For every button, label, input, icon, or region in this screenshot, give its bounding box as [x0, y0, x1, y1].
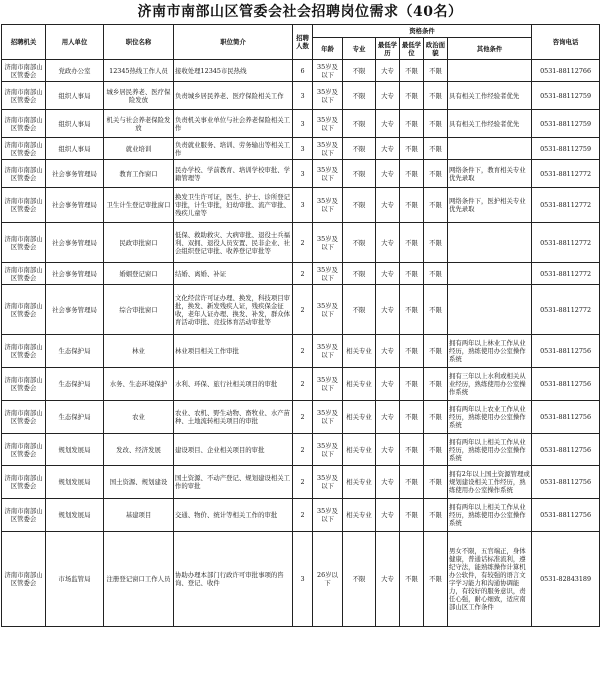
cell-politics: 不限: [424, 223, 448, 263]
cell-politics: 不限: [424, 401, 448, 434]
cell-other: 拥有2年以上国土资源管理或规划建设相关工作经历，熟练使用办公室操作系统: [448, 466, 532, 499]
cell-other: [448, 223, 532, 263]
cell-count: 2: [293, 263, 313, 285]
cell-description: 国土资源、不动产登记、规划建设相关工作的审批: [174, 466, 293, 499]
cell-major: 不限: [343, 188, 376, 223]
cell-description: 协助办理本部门行政许可审批事项的咨询、登记、收件: [174, 532, 293, 627]
cell-position: 12345热线工作人员: [104, 60, 174, 82]
cell-count: 3: [293, 110, 313, 138]
cell-major: 不限: [343, 60, 376, 82]
cell-age: 35岁及以下: [313, 110, 343, 138]
cell-other: 拥有三年以上水利或相关从业经历，熟练使用办公室操作系统: [448, 368, 532, 401]
cell-position: 发改、经济发展: [104, 434, 174, 466]
cell-age: 35岁及以下: [313, 285, 343, 335]
cell-unit: 组织人事局: [46, 138, 104, 160]
cell-major: 相关专业: [343, 368, 376, 401]
cell-other: [448, 263, 532, 285]
cell-education: 大专: [376, 434, 400, 466]
cell-position: 水务、生态环境保护: [104, 368, 174, 401]
cell-count: 3: [293, 138, 313, 160]
cell-politics: 不限: [424, 263, 448, 285]
cell-agency: 济南市南部山区管委会: [2, 532, 46, 627]
cell-degree: 不限: [400, 263, 424, 285]
cell-education: 大专: [376, 499, 400, 532]
cell-unit: 生态保护局: [46, 368, 104, 401]
cell-unit: 生态保护局: [46, 401, 104, 434]
cell-phone: 0531-88112766: [532, 60, 600, 82]
cell-politics: 不限: [424, 368, 448, 401]
cell-age: 35岁及以下: [313, 160, 343, 188]
cell-unit: 社会事务管理局: [46, 188, 104, 223]
cell-other: 拥有两年以上林业工作从业经历，熟练使用办公室操作系统: [448, 335, 532, 368]
cell-other: 拥有两年以上相关工作从业经历，熟练使用办公室操作系统: [448, 499, 532, 532]
cell-education: 大专: [376, 368, 400, 401]
cell-education: 大专: [376, 223, 400, 263]
cell-phone: 0531-88112756: [532, 335, 600, 368]
cell-age: 35岁及以下: [313, 499, 343, 532]
cell-agency: 济南市南部山区管委会: [2, 82, 46, 110]
header-other: 其他条件: [448, 38, 532, 60]
cell-education: 大专: [376, 401, 400, 434]
cell-education: 大专: [376, 263, 400, 285]
cell-education: 大专: [376, 188, 400, 223]
cell-phone: 0531-88112772: [532, 188, 600, 223]
cell-count: 2: [293, 223, 313, 263]
cell-politics: 不限: [424, 532, 448, 627]
cell-education: 大专: [376, 335, 400, 368]
cell-unit: 市场监管局: [46, 532, 104, 627]
header-agency: 招聘机关: [2, 25, 46, 60]
cell-phone: 0531-88112756: [532, 499, 600, 532]
cell-degree: 不限: [400, 82, 424, 110]
header-major: 专业: [343, 38, 376, 60]
cell-unit: 组织人事局: [46, 110, 104, 138]
cell-count: 6: [293, 60, 313, 82]
cell-other: [448, 138, 532, 160]
cell-age: 35岁及以下: [313, 401, 343, 434]
cell-degree: 不限: [400, 434, 424, 466]
header-education: 最低学历: [376, 38, 400, 60]
cell-age: 35岁及以下: [313, 188, 343, 223]
table-row: [2, 532, 600, 627]
cell-description: 交通、物价、统计等相关工作的审批: [174, 499, 293, 532]
cell-major: 不限: [343, 160, 376, 188]
cell-agency: 济南市南部山区管委会: [2, 223, 46, 263]
cell-phone: 0531-88112759: [532, 82, 600, 110]
cell-degree: 不限: [400, 466, 424, 499]
cell-agency: 济南市南部山区管委会: [2, 138, 46, 160]
table-row: [2, 263, 600, 285]
table-row: [2, 335, 600, 368]
table-row: [2, 466, 600, 499]
cell-degree: 不限: [400, 223, 424, 263]
header-phone: 咨询电话: [532, 25, 600, 60]
cell-major: 不限: [343, 110, 376, 138]
cell-degree: 不限: [400, 401, 424, 434]
cell-count: 3: [293, 82, 313, 110]
cell-degree: 不限: [400, 532, 424, 627]
table-row: [2, 82, 600, 110]
cell-age: 35岁及以下: [313, 82, 343, 110]
cell-description: 农业、农机、野生动物、畜牧业、水产苗种、土地流转相关项目的审批: [174, 401, 293, 434]
cell-age: 35岁及以下: [313, 223, 343, 263]
cell-count: 2: [293, 285, 313, 335]
cell-position: 机关与社会养老保险发放: [104, 110, 174, 138]
cell-position: 注册登记窗口工作人员: [104, 532, 174, 627]
cell-position: 城乡居民养老、医疗保险发放: [104, 82, 174, 110]
cell-position: 国土资源、规划建设: [104, 466, 174, 499]
cell-degree: 不限: [400, 110, 424, 138]
cell-major: 相关专业: [343, 335, 376, 368]
header-position: 职位名称: [104, 25, 174, 60]
cell-description: 水利、环保、旅行社相关项目的审批: [174, 368, 293, 401]
cell-education: 大专: [376, 110, 400, 138]
cell-phone: 0531-88112756: [532, 401, 600, 434]
cell-major: 不限: [343, 138, 376, 160]
table-row: [2, 188, 600, 223]
cell-count: 2: [293, 401, 313, 434]
cell-unit: 规划发展局: [46, 466, 104, 499]
cell-agency: 济南市南部山区管委会: [2, 160, 46, 188]
cell-age: 26岁以下: [313, 532, 343, 627]
table-row: [2, 401, 600, 434]
cell-unit: 社会事务管理局: [46, 263, 104, 285]
cell-other: 拥有两年以上农业工作从业经历，熟练使用办公室操作系统: [448, 401, 532, 434]
cell-phone: 0531-88112772: [532, 160, 600, 188]
cell-phone: 0531-82843189: [532, 532, 600, 627]
cell-agency: 济南市南部山区管委会: [2, 499, 46, 532]
cell-education: 大专: [376, 285, 400, 335]
cell-count: 2: [293, 434, 313, 466]
cell-other: 网络条件下，教育相关专业优先录取: [448, 160, 532, 188]
cell-agency: 济南市南部山区管委会: [2, 263, 46, 285]
cell-description: 结婚、离婚、补证: [174, 263, 293, 285]
cell-other: [448, 285, 532, 335]
cell-description: 换发卫生许可证，医生、护士、诊所登记审批，计生审批，妇幼审批、流产审批、残疾儿童等: [174, 188, 293, 223]
recruitment-table: [1, 24, 600, 627]
header-age: 年龄: [313, 38, 343, 60]
cell-major: 不限: [343, 223, 376, 263]
cell-phone: 0531-88112772: [532, 285, 600, 335]
cell-politics: 不限: [424, 160, 448, 188]
cell-phone: 0531-88112759: [532, 110, 600, 138]
cell-position: 农业: [104, 401, 174, 434]
header-degree: 最低学位: [400, 38, 424, 60]
cell-agency: 济南市南部山区管委会: [2, 434, 46, 466]
cell-major: 相关专业: [343, 434, 376, 466]
cell-position: 婚姻登记窗口: [104, 263, 174, 285]
cell-description: 接收处理12345市民热线: [174, 60, 293, 82]
cell-degree: 不限: [400, 499, 424, 532]
cell-phone: 0531-88112772: [532, 263, 600, 285]
cell-politics: 不限: [424, 285, 448, 335]
cell-other: [448, 60, 532, 82]
table-row: [2, 285, 600, 335]
cell-age: 35岁及以下: [313, 263, 343, 285]
cell-agency: 济南市南部山区管委会: [2, 466, 46, 499]
cell-description: 民办学校、学前教育、培训学校审批、学籍管理等: [174, 160, 293, 188]
cell-degree: 不限: [400, 368, 424, 401]
header-description: 职位简介: [174, 25, 293, 60]
cell-agency: 济南市南部山区管委会: [2, 368, 46, 401]
cell-education: 大专: [376, 82, 400, 110]
cell-count: 3: [293, 188, 313, 223]
cell-politics: 不限: [424, 60, 448, 82]
cell-count: 3: [293, 532, 313, 627]
cell-education: 大专: [376, 466, 400, 499]
cell-count: 2: [293, 335, 313, 368]
cell-politics: 不限: [424, 138, 448, 160]
cell-degree: 不限: [400, 335, 424, 368]
cell-education: 大专: [376, 160, 400, 188]
cell-education: 大专: [376, 60, 400, 82]
cell-agency: 济南市南部山区管委会: [2, 188, 46, 223]
cell-position: 综合审批窗口: [104, 285, 174, 335]
cell-description: 负责城乡居民养老、医疗保险相关工作: [174, 82, 293, 110]
cell-degree: 不限: [400, 285, 424, 335]
table-row: [2, 138, 600, 160]
cell-count: 2: [293, 466, 313, 499]
cell-unit: 社会事务管理局: [46, 285, 104, 335]
cell-unit: 社会事务管理局: [46, 223, 104, 263]
cell-unit: 党政办公室: [46, 60, 104, 82]
cell-phone: 0531-88112756: [532, 466, 600, 499]
cell-position: 民政审批窗口: [104, 223, 174, 263]
table-row: [2, 160, 600, 188]
cell-other: 拥有两年以上相关工作从业经历，熟练使用办公室操作系统: [448, 434, 532, 466]
cell-age: 35岁及以下: [313, 434, 343, 466]
cell-age: 35岁及以下: [313, 335, 343, 368]
table-row: [2, 110, 600, 138]
cell-description: 负责机关事业单位与社会养老保险相关工作: [174, 110, 293, 138]
cell-other: 具有相关工作经验者优先: [448, 82, 532, 110]
cell-description: 负责就业服务、培训、劳务输出等相关工作: [174, 138, 293, 160]
table-row: [2, 499, 600, 532]
cell-description: 林业项目相关工作审批: [174, 335, 293, 368]
table-body: [2, 60, 600, 627]
cell-count: 3: [293, 160, 313, 188]
cell-major: 相关专业: [343, 499, 376, 532]
table-row: [2, 223, 600, 263]
cell-unit: 规划发展局: [46, 434, 104, 466]
cell-politics: 不限: [424, 499, 448, 532]
cell-politics: 不限: [424, 110, 448, 138]
cell-major: 不限: [343, 263, 376, 285]
cell-major: 相关专业: [343, 401, 376, 434]
cell-description: 建设项目、企业相关项目的审批: [174, 434, 293, 466]
header-count: 招聘人数: [293, 25, 313, 60]
cell-other: 网络条件下，医护相关专业优先录取: [448, 188, 532, 223]
cell-politics: 不限: [424, 434, 448, 466]
cell-major: 不限: [343, 532, 376, 627]
cell-unit: 规划发展局: [46, 499, 104, 532]
cell-phone: 0531-88112756: [532, 368, 600, 401]
cell-agency: 济南市南部山区管委会: [2, 285, 46, 335]
table-row: [2, 60, 600, 82]
cell-description: 文化经营许可证办理、换发，科技项目审批，换发、新发残疾人证，残疾保金征收，老年人证办理、换发、补发，群众体育活动审批、竞技体育活动审批等: [174, 285, 293, 335]
cell-age: 35岁及以下: [313, 466, 343, 499]
cell-agency: 济南市南部山区管委会: [2, 110, 46, 138]
cell-count: 2: [293, 499, 313, 532]
cell-age: 35岁及以下: [313, 138, 343, 160]
cell-politics: 不限: [424, 82, 448, 110]
cell-education: 大专: [376, 138, 400, 160]
cell-degree: 不限: [400, 138, 424, 160]
cell-politics: 不限: [424, 335, 448, 368]
cell-position: 教育工作窗口: [104, 160, 174, 188]
cell-position: 卫生计生登记审批窗口: [104, 188, 174, 223]
cell-politics: 不限: [424, 188, 448, 223]
cell-other: 具有相关工作经验者优先: [448, 110, 532, 138]
cell-phone: 0531-88112756: [532, 434, 600, 466]
cell-count: 2: [293, 368, 313, 401]
cell-description: 低保、救助救灾、大病审批、退役士兵福利、双拥、退役人员安置、民非企业、社会组织登记审批、收养登记审批等: [174, 223, 293, 263]
cell-agency: 济南市南部山区管委会: [2, 60, 46, 82]
cell-other: 男女不限，五官端正，身体健康，普通话标准流利，遵纪守法，能熟练操作计算机办公软件，有较强的语言文字学习能力和沟通协调能力，有较好的服务意识，责任心强，耐心细致，适应南部山区工作条件: [448, 532, 532, 627]
cell-education: 大专: [376, 532, 400, 627]
header-unit: 用人单位: [46, 25, 104, 60]
cell-age: 35岁及以下: [313, 368, 343, 401]
cell-degree: 不限: [400, 188, 424, 223]
header-politics: 政治面貌: [424, 38, 448, 60]
cell-unit: 组织人事局: [46, 82, 104, 110]
cell-position: 就业培训: [104, 138, 174, 160]
header-qualifications: 资格条件: [313, 25, 532, 38]
cell-politics: 不限: [424, 466, 448, 499]
cell-age: 35岁及以下: [313, 60, 343, 82]
cell-unit: 社会事务管理局: [46, 160, 104, 188]
cell-major: 不限: [343, 285, 376, 335]
cell-agency: 济南市南部山区管委会: [2, 335, 46, 368]
page-title: 济南市南部山区管委会社会招聘岗位需求（40名）: [137, 4, 463, 20]
cell-degree: 不限: [400, 160, 424, 188]
cell-degree: 不限: [400, 60, 424, 82]
cell-major: 相关专业: [343, 466, 376, 499]
cell-unit: 生态保护局: [46, 335, 104, 368]
table-header-row: [2, 25, 600, 38]
cell-phone: 0531-88112772: [532, 223, 600, 263]
cell-position: 林业: [104, 335, 174, 368]
cell-phone: 0531-88112759: [532, 138, 600, 160]
table-row: [2, 434, 600, 466]
cell-agency: 济南市南部山区管委会: [2, 401, 46, 434]
cell-major: 不限: [343, 82, 376, 110]
cell-position: 基建项目: [104, 499, 174, 532]
table-row: [2, 368, 600, 401]
